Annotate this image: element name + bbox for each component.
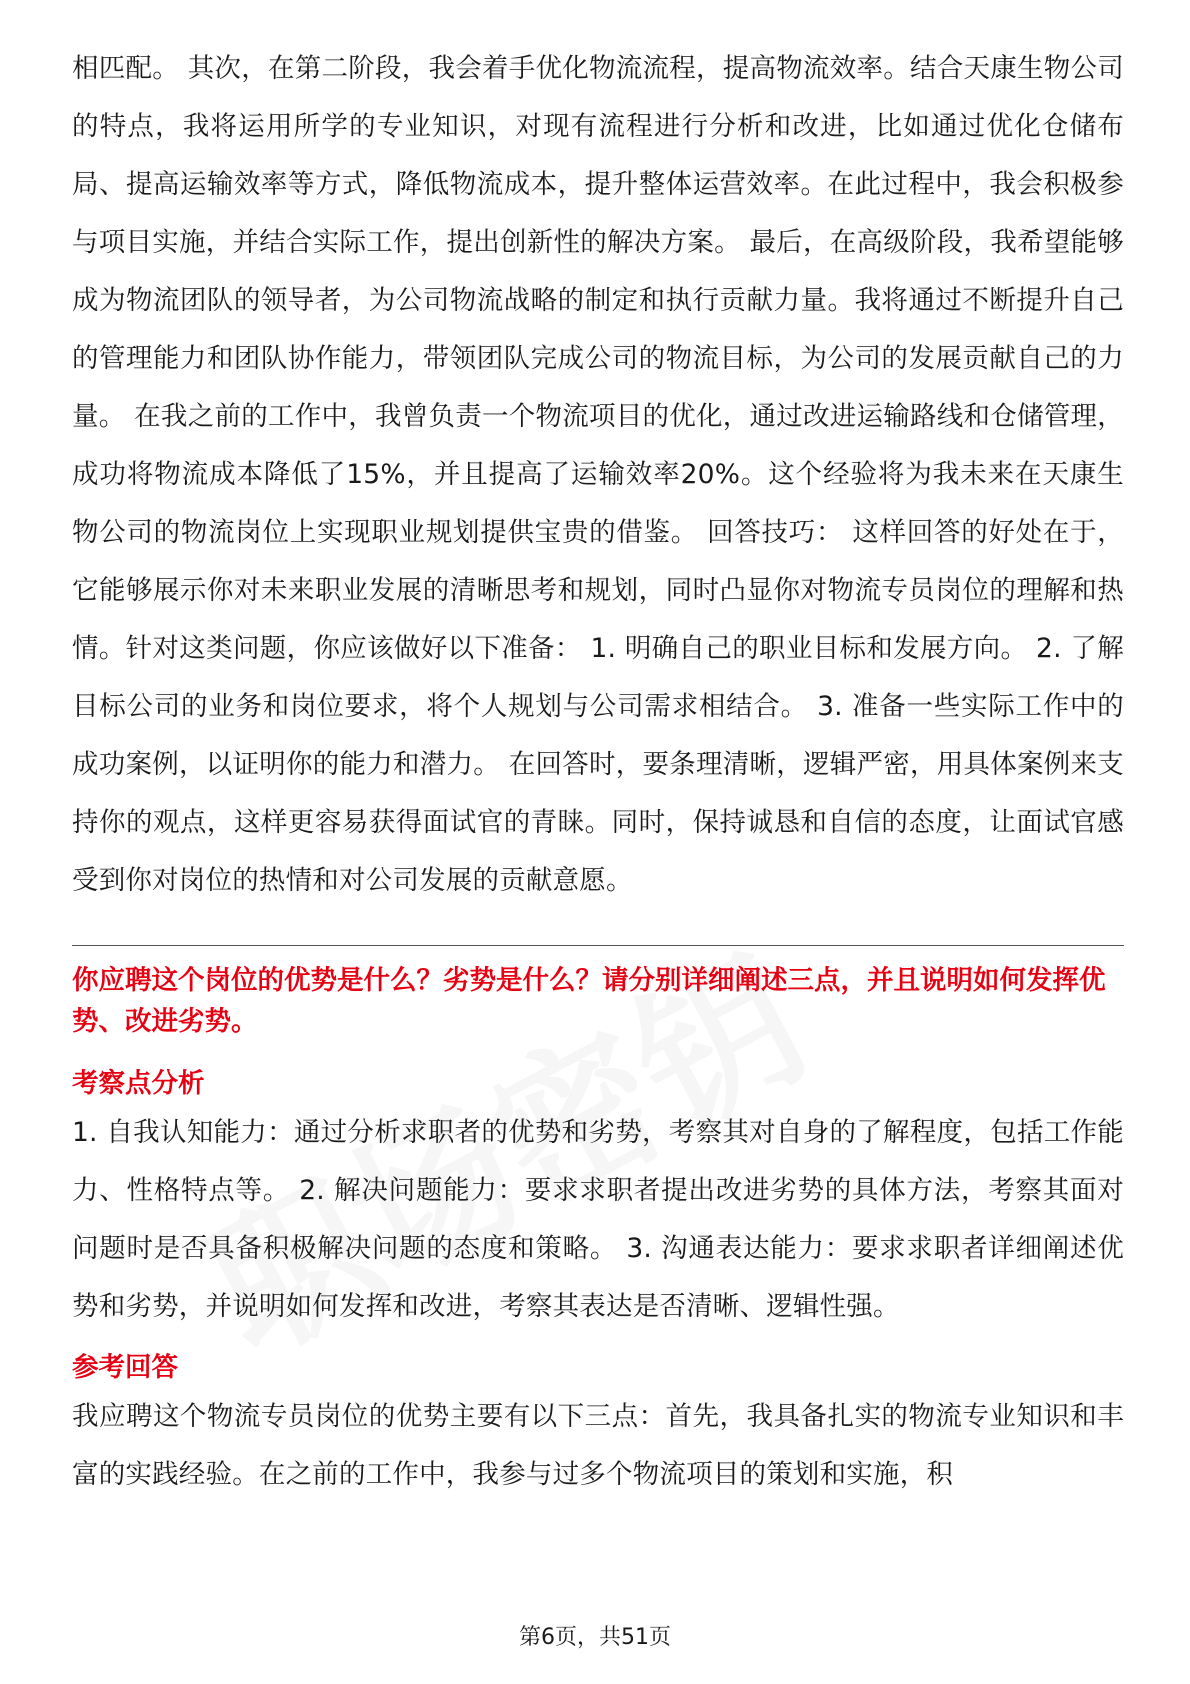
answer-heading: 参考回答	[72, 1352, 178, 1383]
continuation-paragraph: 相匹配。 其次，在第二阶段，我会着手优化物流流程，提高物流效率。结合天康生物公司的特点，我将运用所学的专业知识，对现有流程进行分析和改进，比如通过优化仓储布局、提高运输效率等方式，降低物流成本，提升整体运营效率。在此过程中，我会积极参与项目实施，并结合实际工作，提出创新性的解决方案。 最后，在高级阶段，我希望能够成为物流团队的领导者，为公司物流战略的制定和执行贡献力量。我将通过不断提升自己的管理能力和团队协作能力，带领团队完成公司的物流目标，为公司的发展贡献自己的力量。 在我之前的工作中，我曾负责一个物流项目的优化，通过改进运输路线和仓储管理，成功将物流成本降低了15%，并且提高了运输效率20%。这个经验将为我未来在天康生物公司的物流岗位上实现职业规划提供宝贵的借鉴。 回答技巧： 这样回答的好处在于，它能够展示你对未来职业发展的清晰思考和规划，同时凸显你对物流专员岗位的理解和热情。针对这类问题，你应该做好以下准备： 1. 明确自己的职业目标和发展方向。 2. 了解目标公司的业务和岗位要求，将个人规划与公司需求相结合。 3. 准备一些实际工作中的成功案例，以证明你的能力和潜力。 在回答时，要条理清晰，逻辑严密，用具体案例来支持你的观点，这样更容易获得面试官的青睐。同时，保持诚恳和自信的态度，让面试官感受到你对岗位的热情和对公司发展的贡献意愿。	[72, 53, 1124, 896]
section-divider	[72, 945, 1124, 946]
page-number: 第6页，共51页	[519, 1625, 671, 1650]
answer-paragraph: 我应聘这个物流专员岗位的优势主要有以下三点：首先，我具备扎实的物流专业知识和丰富的实践经验。在之前的工作中，我参与过多个物流项目的策划和实施，积	[72, 1401, 1124, 1490]
analysis-paragraph: 1. 自我认知能力：通过分析求职者的优势和劣势，考察其对自身的了解程度，包括工作能力、性格特点等。 2. 解决问题能力：要求求职者提出改进劣势的具体方法，考察其面对问题时是否具备积极解决问题的态度和策略。 3. 沟通表达能力：要求求职者详细阐述优势和劣势，并说明如何发挥和改进，考察其表达是否清晰、逻辑性强。	[72, 1117, 1124, 1322]
interview-question: 你应聘这个岗位的优势是什么？劣势是什么？请分别详细阐述三点，并且说明如何发挥优势、改进劣势。	[72, 965, 1106, 1037]
document-page	[72, 40, 1124, 1504]
analysis-heading: 考察点分析	[72, 1068, 205, 1099]
